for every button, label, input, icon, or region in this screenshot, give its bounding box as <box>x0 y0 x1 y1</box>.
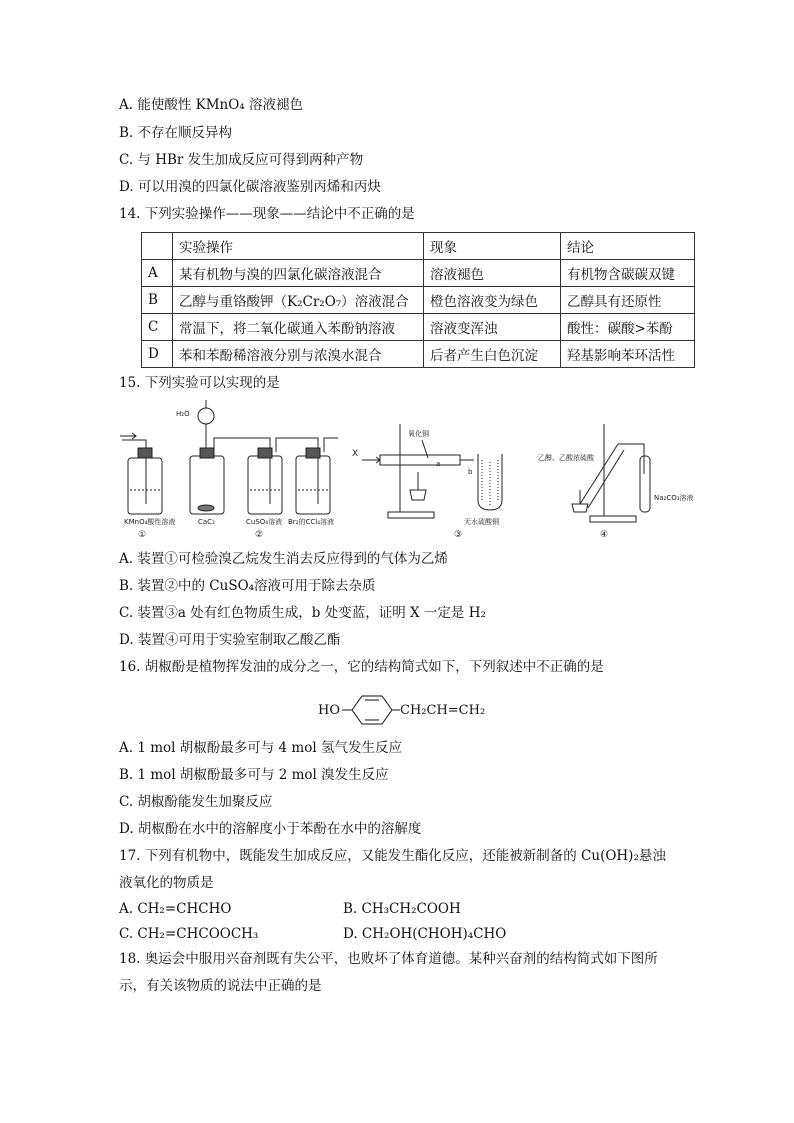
table-cell: 乙醇与重铬酸钾（K₂Cr₂O₇）溶液混合 <box>173 287 424 314</box>
table-cell: 苯和苯酚稀溶液分别与浓溴水混合 <box>173 341 424 368</box>
q17-option-d: D. CH₂OH(CHOH)₄CHO <box>343 926 507 942</box>
experiment-table <box>141 232 695 368</box>
table-cell: 某有机物与溴的四氯化碳溶液混合 <box>173 260 424 287</box>
table-cell: 乙醇具有还原性 <box>561 287 695 314</box>
q14-stem: 14. 下列实验操作——现象——结论中不正确的是 <box>119 206 415 222</box>
label-br2: Br₂的CCl₄溶液 <box>288 518 335 526</box>
label-a: a <box>436 460 441 468</box>
label-cuso4-anh: 无水硫酸铜 <box>464 518 499 526</box>
q15-option-b: B. 装置②中的 CuSO₄溶液可用于除去杂质 <box>119 578 376 594</box>
table-cell: 橙色溶液变为绿色 <box>424 287 561 314</box>
q15-option-c: C. 装置③a 处有红色物质生成，b 处变蓝，证明 X 一定是 H₂ <box>119 605 486 621</box>
table-row <box>142 287 695 314</box>
q18-stem-line1: 18. 奥运会中服用兴奋剂既有失公平，也败坏了体育道德。某种兴奋剂的结构简式如下图所 <box>119 951 658 967</box>
table-cell: 有机物含碳碳双键 <box>561 260 695 287</box>
q15-option-d: D. 装置④可用于实验室制取乙酸乙酯 <box>119 632 341 648</box>
q13-option-c: C. 与 HBr 发生加成反应可得到两种产物 <box>119 152 364 168</box>
label-reagents: 乙醇、乙酸浓硫酸 <box>538 454 594 462</box>
label-n2: ② <box>255 530 264 540</box>
label-cuo: 氧化铜 <box>408 430 429 438</box>
apparatus-4 <box>538 424 694 540</box>
label-x: X <box>352 449 359 459</box>
table-cell: C <box>142 314 173 341</box>
struct-ho: HO <box>318 703 340 718</box>
piperol-structure <box>318 690 488 730</box>
q13-option-b: B. 不存在顺反异构 <box>119 125 233 141</box>
apparatus-3 <box>352 424 502 540</box>
table-header-cell: 结论 <box>561 233 695 260</box>
label-cuso4: CuSO₄溶液 <box>246 518 283 526</box>
q16-stem: 16. 胡椒酚是植物挥发油的成分之一，它的结构简式如下，下列叙述中不正确的是 <box>119 659 604 675</box>
table-row <box>142 341 695 368</box>
table-cell: D <box>142 341 173 368</box>
q16-option-c: C. 胡椒酚能发生加聚反应 <box>119 794 273 810</box>
q17-stem-line1: 17. 下列有机物中，既能发生加成反应，又能发生酯化反应，还能被新制备的 Cu(OH)₂悬浊 <box>119 848 666 864</box>
struct-chain: CH₂CH=CH₂ <box>400 703 486 718</box>
label-kmno4: KMnO₄酸性溶液 <box>124 518 176 526</box>
q13-option-d: D. 可以用溴的四氯化碳溶液鉴别丙烯和丙炔 <box>119 179 381 195</box>
table-cell: 羟基影响苯环活性 <box>561 341 695 368</box>
label-b: b <box>468 468 473 476</box>
table-row <box>142 260 695 287</box>
apparatus-2 <box>176 400 338 540</box>
table-header-row <box>142 233 695 260</box>
table-cell: 溶液变浑浊 <box>424 314 561 341</box>
q17-option-c: C. CH₂=CHCOOCH₃ <box>119 926 259 942</box>
q16-option-b: B. 1 mol 胡椒酚最多可与 2 mol 溴发生反应 <box>119 767 389 783</box>
q17-stem-line2: 液氧化的物质是 <box>119 875 214 891</box>
table-cell: B <box>142 287 173 314</box>
q16-option-a: A. 1 mol 胡椒酚最多可与 4 mol 氢气发生反应 <box>119 740 402 756</box>
q16-option-d: D. 胡椒酚在水中的溶解度小于苯酚在水中的溶解度 <box>119 821 422 837</box>
table-header-cell: 现象 <box>424 233 561 260</box>
q15-stem: 15. 下列实验可以实现的是 <box>119 375 280 391</box>
q17-option-b: B. CH₃CH₂COOH <box>343 901 461 917</box>
label-n1: ① <box>138 530 147 540</box>
label-cac2: CaC₂ <box>198 518 215 526</box>
table-header-cell <box>142 233 173 260</box>
label-na2co3: Na₂CO₃溶液 <box>654 494 694 502</box>
apparatus-figure <box>118 400 698 540</box>
table-cell: 常温下，将二氧化碳通入苯酚钠溶液 <box>173 314 424 341</box>
q18-stem-line2: 示，有关该物质的说法中正确的是 <box>119 978 322 994</box>
label-n4: ④ <box>600 530 609 540</box>
q17-option-a: A. CH₂=CHCHO <box>119 901 232 917</box>
table-cell: 后者产生白色沉淀 <box>424 341 561 368</box>
q13-option-a: A. 能使酸性 KMnO₄ 溶液褪色 <box>119 97 303 113</box>
table-cell: A <box>142 260 173 287</box>
label-h2o: H₂O <box>176 410 190 418</box>
table-cell: 酸性：碳酸>苯酚 <box>561 314 695 341</box>
apparatus-1 <box>120 433 175 540</box>
table-row <box>142 314 695 341</box>
table-cell: 溶液褪色 <box>424 260 561 287</box>
label-n3: ③ <box>454 530 463 540</box>
table-header-cell: 实验操作 <box>173 233 424 260</box>
q15-option-a: A. 装置①可检验溴乙烷发生消去反应得到的气体为乙烯 <box>119 551 448 567</box>
